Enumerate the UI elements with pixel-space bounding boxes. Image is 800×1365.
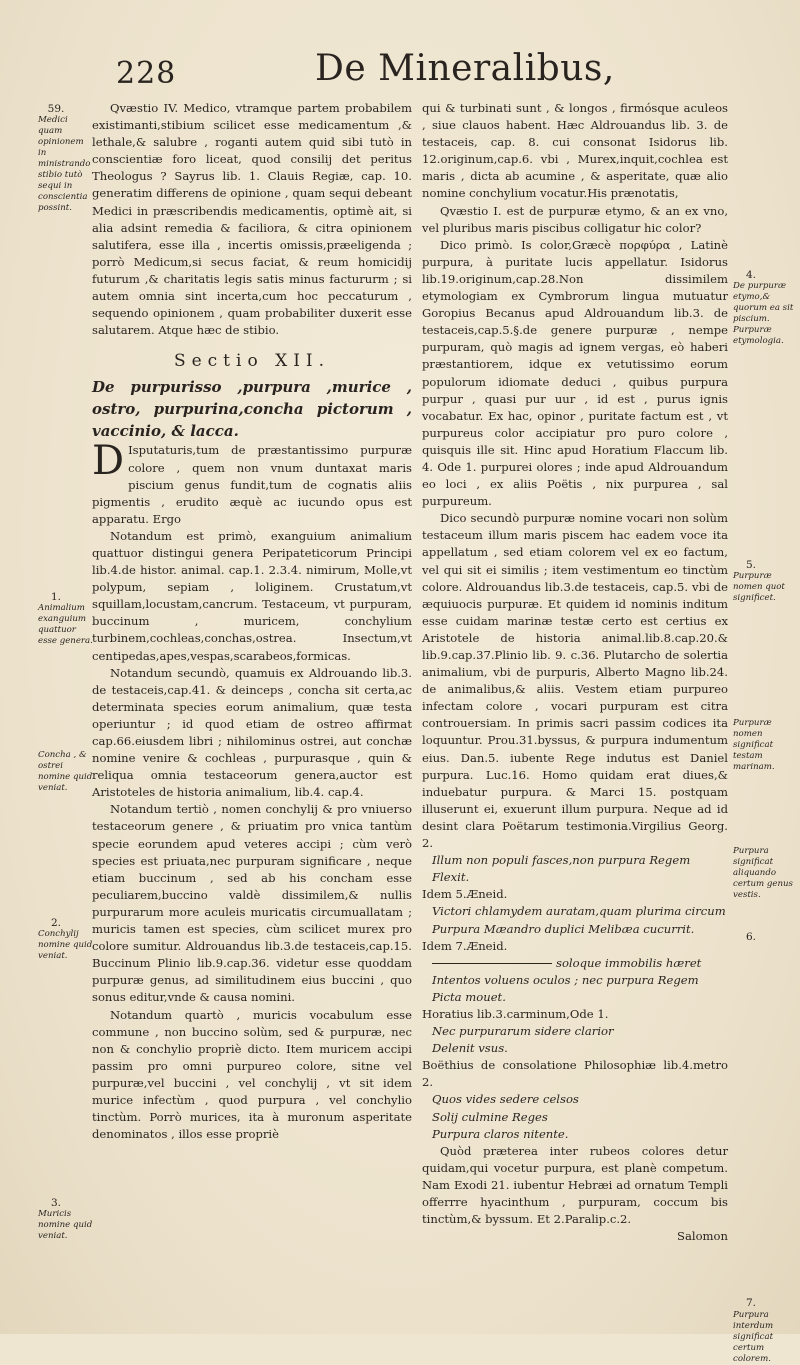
paragraph-notandum-2: Notandum secundò, quamuis ex Aldrouando lib.3. de testaceis,cap.41. & deinceps , concha sit certa,ac determinata species eorum animalium, quæ testa operiuntur ; id quod etiam de ostreo affirmat cap.66.eiusdem libri ; nihilominus ostrei, aut conchæ nomine venire & cochleas , purpurasque , quin & reliqua omnia testaceorum genera,auctor est Aristoteles de historia animalium, lib.4. cap.4. xyxy=(92,665,412,800)
section-subtitle: De purpurisso ,purpura ,murice , ostro, purpurina,concha pictorum , vaccinio, & lacca. xyxy=(92,378,412,441)
question-iv-label: Qvæstio IV. xyxy=(110,101,179,115)
page-header xyxy=(110,48,690,94)
verse-line: Quos vides sedere celsos xyxy=(432,1092,579,1107)
verse-line: Flexit. xyxy=(432,870,470,885)
verse-line: Purpura Mæandro duplici Melibæa cucurrit. xyxy=(432,921,695,936)
margin-note-2: 2. Conchylij nomine quid veniat. xyxy=(38,917,93,961)
verse-rule xyxy=(432,963,552,964)
citation-line: Idem 7.Æneid. xyxy=(422,938,508,953)
verse-line: Picta mouet. xyxy=(432,989,506,1004)
verse-line: Intentos voluens oculos ; nec purpura Regem xyxy=(432,972,699,987)
right-column xyxy=(422,100,728,1245)
margin-note-6: 6. xyxy=(745,931,757,943)
paragraph-final: Quòd præterea inter rubeos colores detur quidam,qui vocetur purpura, est planè competum. Nam Exodi 21. iubentur Hebræi ad ornatum Templi offerrre hyacinthum , purpuram, coccum bis tinctùm,& byssum. Et 2.Paralip.c.2. xyxy=(422,1143,728,1227)
paragraph-notandum-4: Notandum quartò , muricis vocabulum esse commune , non buccino solùm, sed & purpuræ, nec non & conchylio propriè dicto. Item muricem accipi passim pro omni purpureo colore, sitne vel purpuræ,vel buccini , vel conchylij , vt sit idem murice infectùm , quod purpura , vel conchylio tinctùm. Porrò murices, ita à muronum asperitate denominatos , illos esse propriè xyxy=(92,1007,412,1142)
verse-line: Nec purpurarum sidere clarior xyxy=(432,1024,614,1039)
margin-note-5c: Purpura significat aliquando certum genus vestis. xyxy=(733,846,793,900)
catchword: Salomon xyxy=(677,1229,728,1244)
margin-note-3: 3. Muricis nomine quid veniat. xyxy=(38,1197,93,1241)
verse-line-ruled: soloque immobilis hæret xyxy=(422,955,728,972)
question-iv xyxy=(92,100,412,339)
margin-note-1: 1. Animalium exanguium quattuor esse genera. xyxy=(38,591,93,646)
citation-line: Boëthius de consolatione Philosophiæ lib.4.metro 2. xyxy=(422,1058,728,1090)
verse-line: Delenit vsus. xyxy=(432,1041,508,1056)
question-i-text: est de purpuræ etymo, & an ex vno, vel pluribus maris piscibus colligatur hic color? xyxy=(422,203,729,235)
running-title: De Mineralibus, xyxy=(315,48,615,89)
paragraph-continued: qui & turbinati sunt , & longos , firmósque aculeos , siue clauos habent. Hæc Aldrouandus lib. 3. de testaceis, cap. 8. cui consonat Isidorus lib. 12.originum,cap.6. vbi , Murex,inquit,cochlea est maris , dicta ab acumine , & asperitate, quæ alio nomine conchylium vocatur.His prænotatis, xyxy=(422,101,728,201)
margin-note-5b: Purpuræ nomen significat testam marinam. xyxy=(733,718,775,772)
paragraph-dico-2: Dico secundò purpuræ nomine vocari non solùm testaceum illum maris piscem hac eadem voce ita appellatum , sed etiam colorem vel ex eo factum, vel qui sit ei similis ; item vestimentum eo tinctùm colore. Aldrouandus lib.3.de testaceis, cap.5. vbi de æquiuocis purpuræ. Et quidem id nominis inditum esse cuidam marinæ testæ certo est certius ex Aristotele de historia animal.lib.8.cap.20.& lib.9.cap.37.Plinio lib. 9. c.36. Plutarcho de solertia animalium, vbi de purpuris, Alberto Magno lib.24. de animalibus,& aliis. Vestem etiam purpureo infectam colore , vocari purpuram est citra controuersiam. In primis sacri passim codices ita loquuntur. Prou.31.byssus, & purpura indumentum eius. Dan.5. iubente Rege indutus est Daniel purpura. Luc.16. Homo quidam erat diues,& induebatur purpura. & Marci 15. postquam illuserunt ei, exuerunt illum purpura. Neque ad id desint clara Poëtarum testimonia.Virgilius Georg. 2. xyxy=(422,511,728,851)
margin-note-7-text: Purpura interdum significat certum colorem. xyxy=(733,1310,774,1364)
citation-line: Idem 5.Æneid. xyxy=(422,887,508,902)
margin-note-concha: Concha , & ostrei nomine quid veniat. xyxy=(38,750,93,793)
verse-line: Purpura claros nitente. xyxy=(432,1126,569,1141)
paragraph-notandum-3: Notandum tertiò , nomen conchylij & pro vniuerso testaceorum genere , & priuatim pro vnica tantùm specie eorundem apud veteres accipi ; cùm verò species est priuata,nec purpuram significare , neque etiam buccinum , sed ab his concham esse peculiarem,buccino valdè dissimilem,& nullis purpurarum more aculeis muricatis circumuallatam ; muricis tamen est species, cùm scilicet murex pro colore sumitur. Aldrouandus lib.3.de testaceis,cap.15. Buccinum Plinio lib.9.cap.36. videtur esse quoddam purpuræ genus, ad similitudinem eius buccini , quo sonus editur,vnde & causa nomini. xyxy=(92,802,412,1005)
question-i xyxy=(422,203,728,237)
drop-cap: D xyxy=(92,438,125,485)
paragraph-intro: D Isputaturis,tum de præstantissimo purpuræ colore , quem non vnum duntaxat maris piscium genus fundit,tum de cognatis aliis pigmentis , erudito æquè ac iucundo opus est apparatu. Ergo xyxy=(92,438,412,526)
margin-note-4: 4. De purpuræ etymo,& quorum ea sit piscium. Purpuræ etymologia. xyxy=(733,269,794,346)
verse-line: Solij culmine Reges xyxy=(432,1109,548,1124)
paragraph-dico-1: Dico primò. Is color,Græcè πορφύρα , Latinè purpura, à puritate lucis appellatur. Isidorus lib.19.originum,cap.28.Non dissimilem etymologiam ex Cymbrorum lingua mutuatur Goropius Becanus apud Aldrouandum lib.3. de testaceis,cap.5.§.de genere purpuræ , nempe purpuram, quò magis ad ignem vergas, eò haberi præstantiorem, idque ex vetutissimo eorum populorum idiomate deduci , quibus purpura purpur , quasi pur uur , id est , purus ignis vocabatur. Ex hac, opinor , puritate factum est , vt purpureus color accipiatur pro puro colore , quisquis ille sit. Hinc apud Horatium Flaccum lib. 4. Ode 1. purpurei olores ; inde apud Aldrouandum eo loci , ex aliis Poëtis , nix purpurea , sal purpureum. xyxy=(422,237,728,509)
margin-note-7: 7. xyxy=(745,1297,757,1309)
citation-line: Horatius lib.3.carminum,Ode 1. xyxy=(422,1006,609,1021)
margin-note-5: 5. Purpuræ nomen quot significet. xyxy=(733,559,785,603)
paragraph-notandum-1: Notandum est primò, exanguium animalium quattuor distingui genera Peripateticorum Principi lib.4.de histor. animal. cap.1. 2.3.4. nimirum, Molle,vt polypum, sepiam , loliginem. Crustatum,vt squillam,locustam,cancrum. Testaceum, vt purpuram, buccinum , muricem, conchylium turbinem,cochleas,conchas,ostrea. Insectum,vt centipedas,apes,vespas,scarabeos,formicas. xyxy=(92,528,412,663)
margin-note-59: 59. Medici quam opinionem in ministrando stibio tutò sequi in conscientia possint. xyxy=(38,103,91,213)
left-column xyxy=(92,100,412,1143)
section-title: Sectio XII. xyxy=(173,351,331,372)
question-iv-text: Medico, vtramque partem probabilem existimanti,stibium scilicet esse medicamentum ,& lethale,& salubre , roganti autem quid sibi tutò in conscientiæ foro liceat, quod consilij det peritus Theologus ? Sayrus lib. 1. Clauis Regiæ, cap. 10. generatim differens de opinione , quam sequi debeant Medici in præscribendis medicamentis, optimè ait, si alia adsint remedia & faciliora, & citra opinionem salutifera, esse illa , incertis omissis,præeligenda ; porrò Medicum,si secus faciat, & reum homicidij futurum ,& charitatis legis satis minus factururm ; si autem omnia sint incerta,cum hoc peccaturum , sequendo opinionem , quam probabiliter duxerit esse salutarem. Atque hæc de stibio. xyxy=(92,101,413,338)
verse-line: Illum non populi fasces,non purpura Regem xyxy=(432,853,691,868)
page-number: 228 xyxy=(116,56,177,91)
question-i-label: Qvæstio I. xyxy=(440,203,502,218)
verse-line: Victori chlamydem auratam,quam plurima circum xyxy=(432,904,726,919)
